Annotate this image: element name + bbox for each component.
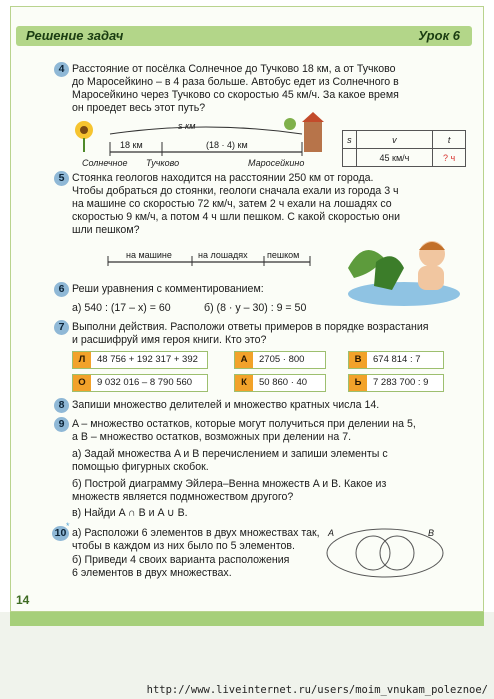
text-line: он проедет весь этот путь? [72, 102, 206, 114]
venn-universal-set [327, 529, 443, 577]
cipher-cell [234, 374, 326, 392]
text-line: а) Расположи 6 элементов в двух множествах так, [72, 527, 320, 539]
page-bottom-strip [10, 612, 484, 626]
cipher-cell [348, 351, 444, 369]
text-line: до Маросейкино – в 4 раза больше. Автобус едет из Солнечного в [72, 76, 399, 88]
text-line: Чтобы добраться до стоянки, геологи сначала ехали из города 3 ч [72, 185, 399, 197]
exercise-number-5: 5 [54, 171, 69, 186]
exercise-number-10: 10 [52, 526, 69, 541]
exercise-8-text: Запиши множество делителей и множество кратных числа 14. [72, 399, 380, 411]
segment-walk-label: пешком [267, 250, 300, 260]
cipher-expression: 48 756 + 192 317 + 392 [97, 354, 198, 365]
exercise-9c-text: в) Найди A ∩ B и A ∪ B. [72, 507, 188, 519]
venn-label-b: B [428, 528, 435, 538]
page-number: 14 [16, 593, 30, 607]
total-distance-brace [110, 127, 302, 134]
text-line: чтобы в каждом из них было по 5 элементов. [72, 540, 295, 552]
exercise-10a-text [72, 527, 320, 553]
cipher-expression: 9 032 016 – 8 790 560 [97, 377, 193, 388]
exercise-9a-text [72, 448, 388, 474]
place-tuchkovo: Тучково [146, 158, 180, 168]
text-line: помощью фигурных скобок. [72, 461, 209, 473]
place-solnechnoe: Солнечное [82, 158, 128, 168]
exercise-number-4: 4 [54, 62, 69, 77]
cipher-cell [234, 351, 326, 369]
cipher-cell [72, 374, 208, 392]
venn-circle-b [380, 536, 414, 570]
exercise-4-text [72, 63, 399, 115]
cipher-expression: 50 860 · 40 [259, 377, 308, 388]
cipher-letter: К [235, 375, 253, 391]
equation-b: б) (8 · y – 30) : 9 = 50 [204, 302, 307, 314]
text-line: Выполни действия. Расположи ответы примеров в порядке возрастания [72, 321, 429, 333]
cell-s [343, 149, 357, 167]
text-line: а) Задай множества A и B перечислением и запиши элементы с [72, 448, 388, 460]
place-maroseykino: Маросейкино [248, 158, 305, 168]
exercise-number-9: 9 [54, 417, 69, 432]
section-title: Решение задач [26, 28, 124, 43]
text-line: на машине со скоростью 72 км/ч, затем 2 ч ехали на лошадях со [72, 198, 392, 210]
cell-t: ? ч [433, 149, 466, 167]
exercise-number-6: 6 [54, 282, 69, 297]
text-line: шли пешком? [72, 224, 140, 236]
cipher-expression: 674 814 : 7 [373, 354, 421, 365]
text-line: множеств является подмножеством другого? [72, 491, 294, 503]
boy-in-water-illustration [344, 228, 462, 308]
segment-car-label: на машине [126, 250, 172, 260]
text-line: Стоянка геологов находится на расстоянии 250 км от города. [72, 172, 374, 184]
cipher-letter: Л [73, 352, 91, 368]
segment-2-label: (18 · 4) км [206, 140, 248, 150]
exercise-7-text [72, 321, 428, 347]
star-icon: * [66, 521, 70, 531]
lesson-header [16, 26, 472, 46]
text-line: скоростью 9 км/ч, а потом 4 ч шли пешком. С какой скоростью они [72, 211, 401, 223]
cipher-expression: 2705 · 800 [259, 354, 305, 365]
text-line: Расстояние от посёлка Солнечное до Тучково 18 км, а от Тучково [72, 63, 396, 75]
lesson-number: Урок 6 [418, 28, 460, 43]
header-v: v [356, 131, 433, 149]
cipher-cell [72, 351, 208, 369]
text-line: 6 элементов в двух множествах. [72, 567, 232, 579]
header-t: t [433, 131, 466, 149]
text-line: б) Приведи 4 своих варианта расположения [72, 554, 290, 566]
speed-time-table [342, 130, 466, 167]
cipher-expression: 7 283 700 : 9 [373, 377, 429, 388]
cipher-letter: А [235, 352, 253, 368]
exercise-6-instruction: Реши уравнения с комментированием: [72, 283, 264, 295]
text-line: а B – множество остатков, возможных при делении на 7. [72, 431, 352, 443]
cipher-letter: В [349, 352, 367, 368]
venn-label-a: A [328, 528, 335, 538]
header-s: s [343, 131, 357, 149]
cipher-letter: Ь [349, 375, 367, 391]
exercise-9-text [72, 418, 416, 444]
exercise-9b-text [72, 478, 386, 504]
text-line: б) Построй диаграмму Эйлера–Венна множеств A и B. Какое из [72, 478, 387, 490]
cell-v: 45 км/ч [356, 149, 433, 167]
exercise-number-8: 8 [54, 398, 69, 413]
segment-1-label: 18 км [120, 140, 143, 150]
segment-horse-label: на лошадях [198, 250, 248, 260]
total-distance-label: s км [178, 121, 196, 131]
exercise-number-7: 7 [54, 320, 69, 335]
text-line: A – множество остатков, которые могут получиться при делении на 5, [72, 418, 416, 430]
cipher-cell [348, 374, 444, 392]
equation-a: а) 540 : (17 – x) = 60 [72, 302, 171, 314]
sunflower-icon [75, 121, 93, 152]
text-line: и расшифруй имя героя книги. Кто это? [72, 334, 267, 346]
cipher-letter: О [73, 375, 91, 391]
watermark-url: http://www.liveinternet.ru/users/moim_vnukam_poleznoe/ [146, 684, 488, 696]
exercise-10b-text [72, 554, 289, 580]
text-line: Маросейкино через Тучково со скоростью 45 км/ч. За какое время [72, 89, 399, 101]
